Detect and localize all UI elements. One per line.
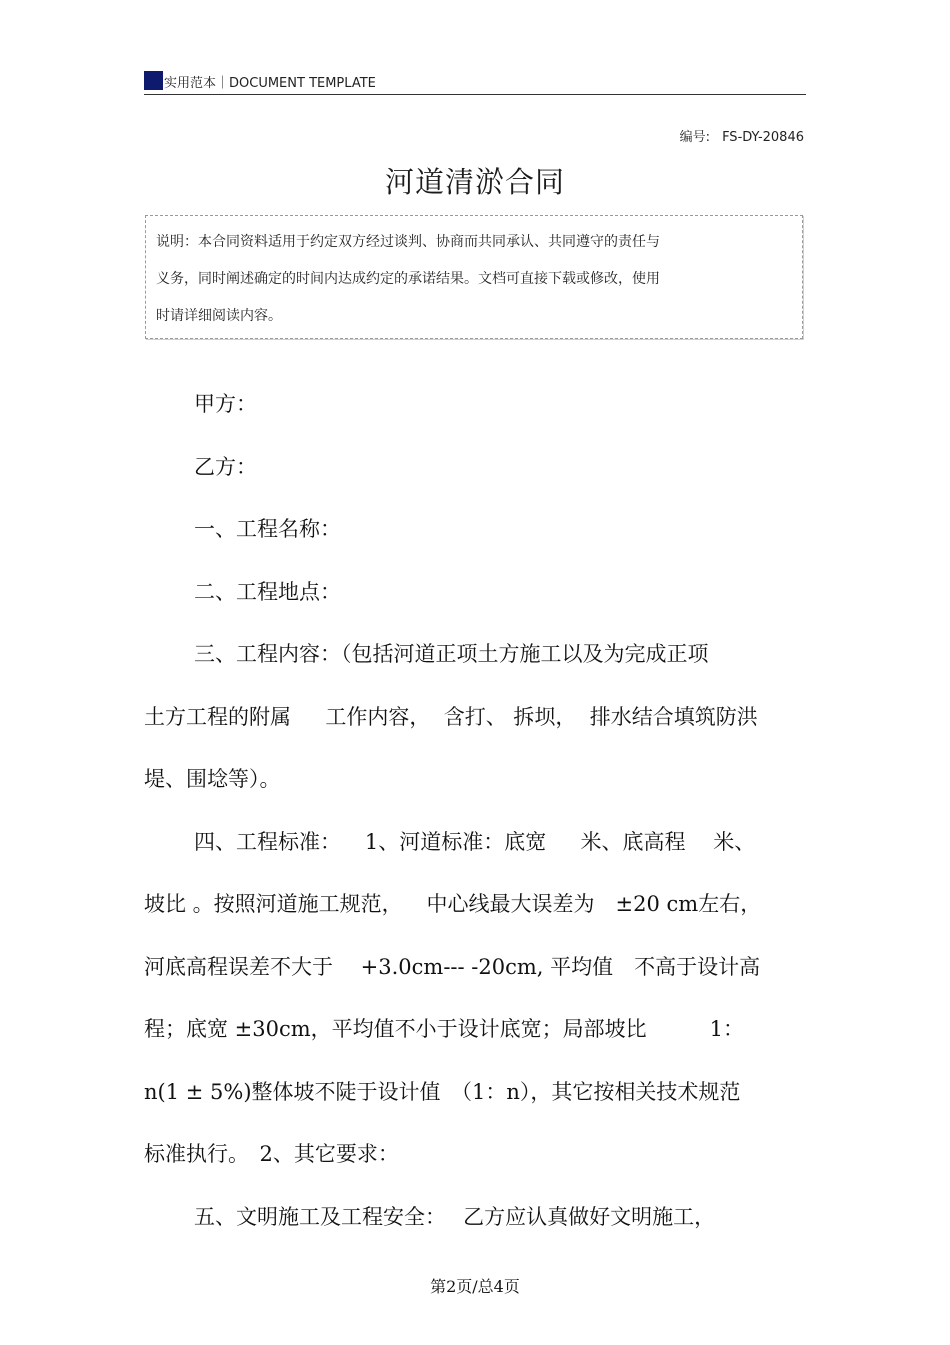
civilized-construction-line: 五、文明施工及工程安全： 乙方应认真做好文明施工， [194,1205,716,1229]
project-content-line: 土方工程的附属 工作内容， 含打、 拆坝， 排水结合填筑防洪 [144,705,758,729]
description-box [145,215,803,339]
project-location-line: 二、工程地点： [194,580,341,604]
project-standard-line: 河底高程误差不大于 +3.0cm--- -20cm, 平均值 不高于设计高 [144,955,761,979]
header-label: 实用范本｜DOCUMENT TEMPLATE [164,76,376,91]
party-a-line: 甲方： [194,392,257,416]
description-line: 说明：本合同资料适用于约定双方经过谈判、协商而共同承认、共同遵守的责任与 [156,234,660,250]
project-standard-line: n(1 ± 5%)整体坡不陡于设计值 （1：n），其它按相关技术规范 [144,1080,741,1104]
document-number [680,126,804,145]
project-standard-line: 四、工程标准： 1、河道标准：底宽 米、底高程 米、 [194,830,756,854]
party-b-line: 乙方： [194,455,257,479]
project-standard-line: 程；底宽 ±30cm，平均值不小于设计底宽；局部坡比 1： [144,1017,745,1041]
project-name-line: 一、工程名称： [194,517,341,541]
document-number-code: FS-DY-20846 [722,130,804,145]
description-line: 义务，同时阐述确定的时间内达成约定的承诺结果。文档可直接下载或修改，使用 [156,271,660,287]
document-title: 河道清淤合同 [384,165,565,199]
document-header [144,70,806,95]
document-number-label: 编号: [679,130,711,145]
description-line: 时请详细阅读内容。 [156,308,282,324]
project-standard-line: 坡比 。按照河道施工规范， 中心线最大误差为 ±20 cm左右， [144,892,762,916]
project-content-line: 三、工程内容：（包括河道正项土方施工以及为完成正项 [194,642,709,666]
header-logo-square [144,71,163,90]
project-content-line: 堤、围埝等）。 [144,767,281,791]
page-indicator: 第2页/总4页 [430,1277,520,1296]
project-standard-line: 标准执行。 2、其它要求： [144,1142,399,1166]
